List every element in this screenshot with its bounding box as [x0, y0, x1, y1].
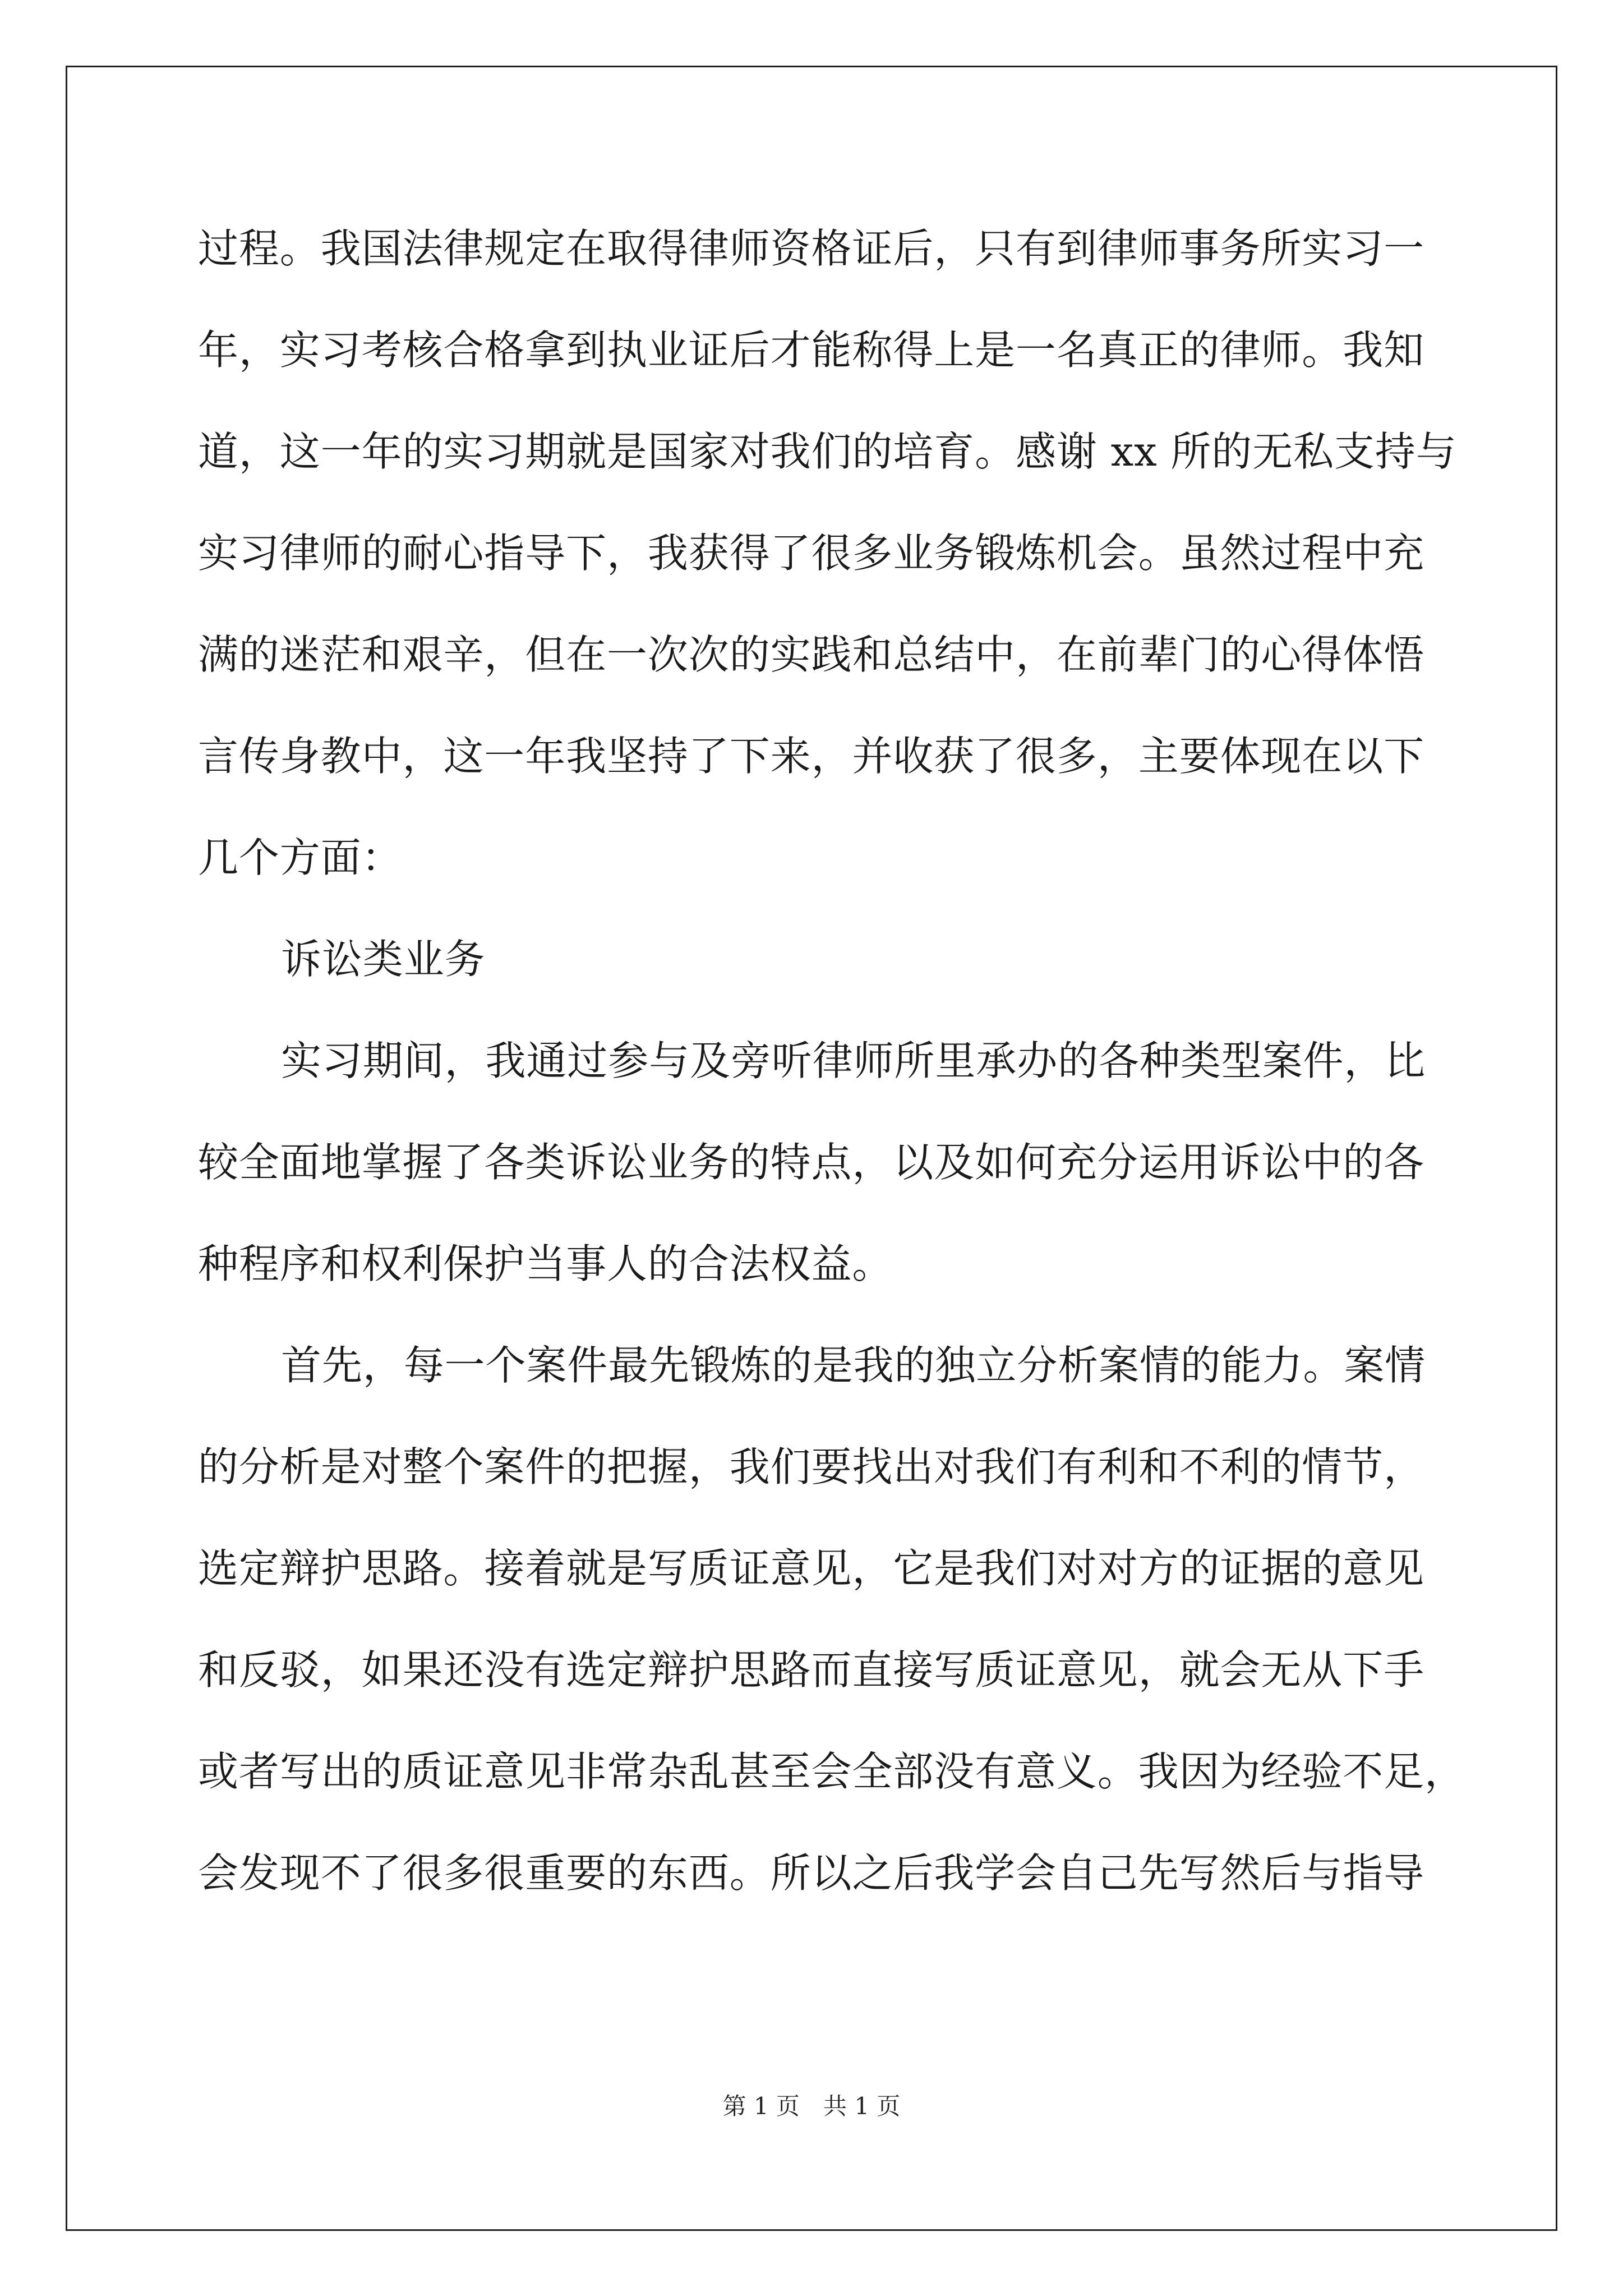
text-line: 实习期间，我通过参与及旁听律师所里承办的各种类型案件，比	[281, 1037, 1426, 1084]
text-line: 首先，每一个案件最先锻炼的是我的独立分析案情的能力。案情	[281, 1342, 1426, 1389]
text-line: 满的迷茫和艰辛，但在一次次的实践和总结中，在前辈门的心得体悟	[198, 631, 1425, 678]
text-line: 实习律师的耐心指导下，我获得了很多业务锻炼机会。虽然过程中充	[198, 530, 1425, 577]
text-line: 道，这一年的实习期就是国家对我们的培育。感谢 xx 所的无私支持与	[198, 428, 1457, 475]
text-line: 选定辩护思路。接着就是写质证意见，它是我们对对方的证据的意见	[198, 1545, 1425, 1592]
text-line: 或者写出的质证意见非常杂乱甚至会全部没有意义。我因为经验不足，	[198, 1748, 1465, 1795]
text-line: 的分析是对整个案件的把握，我们要找出对我们有利和不利的情节，	[198, 1443, 1425, 1490]
text-line: 言传身教中，这一年我坚持了下来，并收获了很多，主要体现在以下	[198, 733, 1425, 780]
text-line: 年，实习考核合格拿到执业证后才能称得上是一名真正的律师。我知	[198, 326, 1425, 374]
text-line: 几个方面：	[198, 834, 403, 881]
page-number: 第 1 页 共 1 页	[722, 2092, 901, 2120]
text-line: 种程序和权利保护当事人的合法权益。	[198, 1240, 893, 1287]
text-line: 和反驳，如果还没有选定辩护思路而直接写质证意见，就会无从下手	[198, 1646, 1425, 1694]
section-heading: 诉讼类业务	[281, 936, 486, 983]
text-line: 会发现不了很多很重要的东西。所以之后我学会自己先写然后与指导	[198, 1849, 1425, 1897]
text-line: 较全面地掌握了各类诉讼业务的特点，以及如何充分运用诉讼中的各	[198, 1139, 1425, 1186]
text-line: 过程。我国法律规定在取得律师资格证后，只有到律师事务所实习一	[198, 225, 1425, 272]
